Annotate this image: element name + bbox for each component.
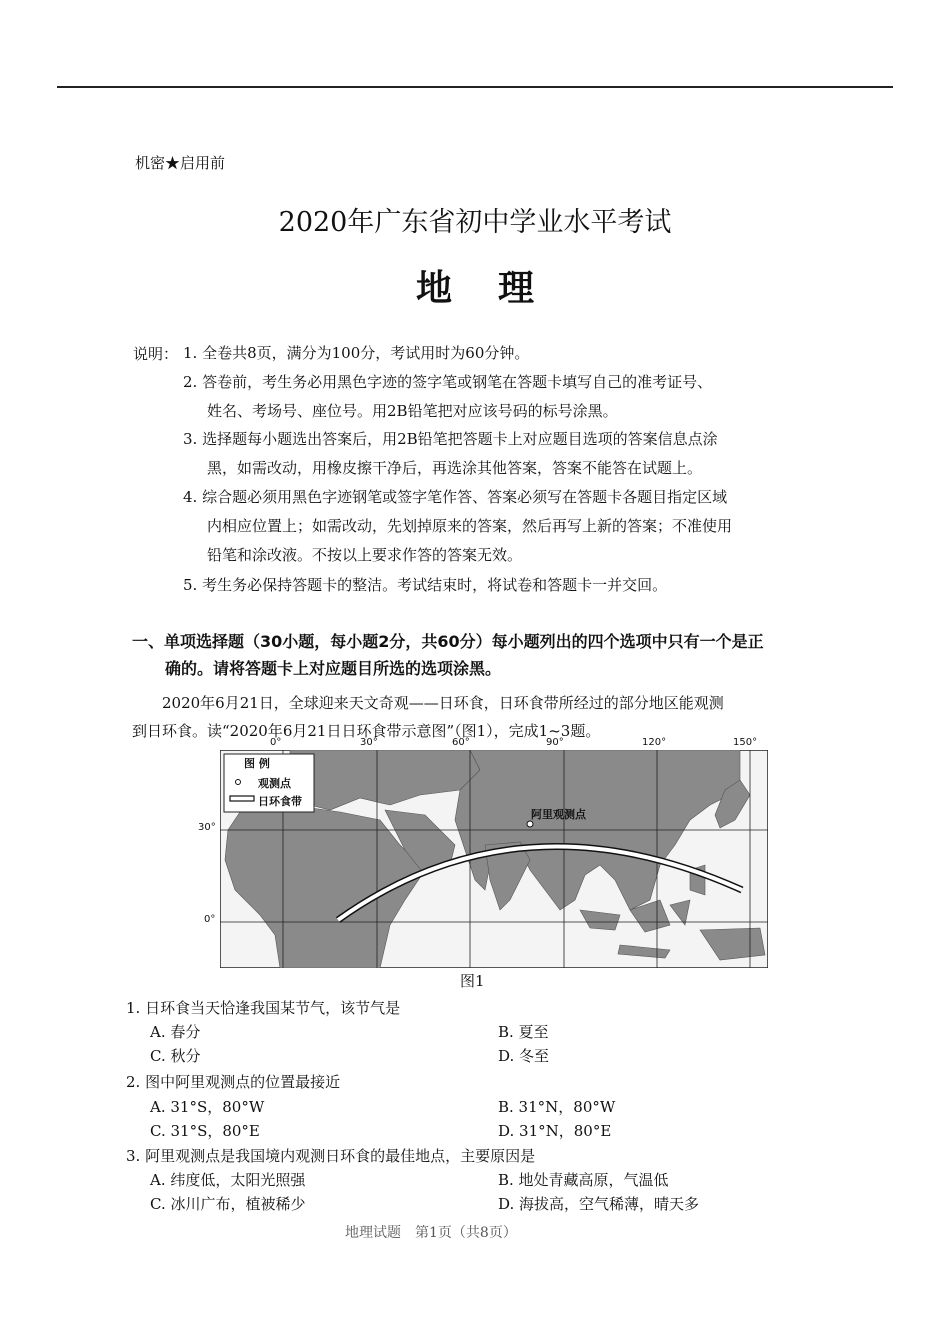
q1-option-d: D. 冬至 [498, 1047, 550, 1065]
lat-label-30: 30° [198, 822, 216, 833]
figure-caption: 图1 [460, 972, 485, 990]
lon-label-30: 30° [360, 737, 378, 748]
note-4-cont-1: 内相应位置上；如需改动，先划掉原来的答案，然后再写上新的答案；不准使用 [207, 517, 733, 535]
subject-title: 地理 [415, 267, 580, 309]
note-2: 2. 答卷前，考生务必用黑色字迹的签字笔或钢笔在答题卡填写自己的准考证号、 [183, 373, 713, 391]
station-label: 阿里观测点 [531, 808, 586, 821]
q3-option-c: C. 冰川广布，植被稀少 [150, 1195, 306, 1213]
note-4: 4. 综合题必须用黑色字迹钢笔或签字笔作答、答案必须写在答题卡各题目指定区域 [183, 488, 728, 506]
section-heading-line2: 确的。请将答题卡上对应题目所选的选项涂黑。 [165, 659, 502, 678]
top-rule [57, 86, 893, 88]
q3-option-b: B. 地处青藏高原，气温低 [498, 1171, 669, 1189]
question-intro [132, 689, 832, 745]
lat-label-0: 0° [204, 914, 216, 925]
q1-option-c: C. 秋分 [150, 1047, 201, 1065]
question-2-stem: 2. 图中阿里观测点的位置最接近 [126, 1073, 341, 1091]
q2-option-a: A. 31°S，80°W [150, 1098, 265, 1116]
intro-line2: 到日环食。读“2020年6月21日日环食带示意图”（图1），完成1~3题。 [132, 722, 601, 740]
q1-option-b: B. 夏至 [498, 1023, 549, 1041]
lon-label-120: 120° [642, 737, 667, 748]
question-3-stem: 3. 阿里观测点是我国境内观测日环食的最佳地点，主要原因是 [126, 1147, 536, 1165]
lon-label-0: 0° [270, 737, 282, 748]
annular-eclipse-map [220, 750, 768, 968]
q2-option-c: C. 31°S，80°E [150, 1122, 260, 1140]
intro-line1: 2020年6月21日，全球迎来天文奇观——日环食，日环食带所经过的部分地区能观测 [162, 694, 724, 712]
legend-band-label: 日环食带 [258, 795, 302, 808]
q2-option-b: B. 31°N，80°W [498, 1098, 616, 1116]
section-heading-line1: 一、单项选择题（30小题，每小题2分，共60分）每小题列出的四个选项中只有一个是正 [132, 632, 764, 651]
legend-title: 图 例 [244, 757, 270, 770]
legend-band-symbol [230, 796, 254, 801]
lon-label-150: 150° [733, 737, 758, 748]
legend-point-label: 观测点 [258, 777, 291, 790]
page-footer: 地理试题 第1页（共8页） [345, 1225, 517, 1241]
exam-title: 2020年广东省初中学业水平考试 [278, 207, 672, 238]
note-1: 1. 全卷共8页，满分为100分，考试用时为60分钟。 [183, 344, 530, 362]
q2-option-d: D. 31°N，80°E [498, 1122, 612, 1140]
notes-label: 说明： [133, 345, 179, 363]
note-3: 3. 选择题每小题选出答案后，用2B铅笔把答题卡上对应题目选项的答案信息点涂 [183, 430, 718, 448]
question-1-stem: 1. 日环食当天恰逢我国某节气，该节气是 [126, 999, 401, 1017]
q3-option-a: A. 纬度低，太阳光照强 [150, 1171, 306, 1189]
secret-label: 机密★启用前 [135, 154, 226, 172]
lon-label-90: 90° [546, 737, 564, 748]
note-2-cont: 姓名、考场号、座位号。用2B铅笔把对应该号码的标号涂黑。 [207, 402, 618, 420]
note-3-cont: 黑，如需改动，用橡皮擦干净后，再选涂其他答案，答案不能答在试题上。 [207, 459, 703, 477]
q3-option-d: D. 海拔高，空气稀薄，晴天多 [498, 1195, 700, 1213]
q1-option-a: A. 春分 [150, 1023, 201, 1041]
lon-label-60: 60° [452, 737, 470, 748]
legend-point-symbol [236, 780, 241, 785]
section-heading [132, 628, 832, 682]
note-4-cont-2: 铅笔和涂改液。不按以上要求作答的答案无效。 [207, 546, 523, 564]
note-5: 5. 考生务必保持答题卡的整洁。考试结束时，将试卷和答题卡一并交回。 [183, 576, 668, 594]
